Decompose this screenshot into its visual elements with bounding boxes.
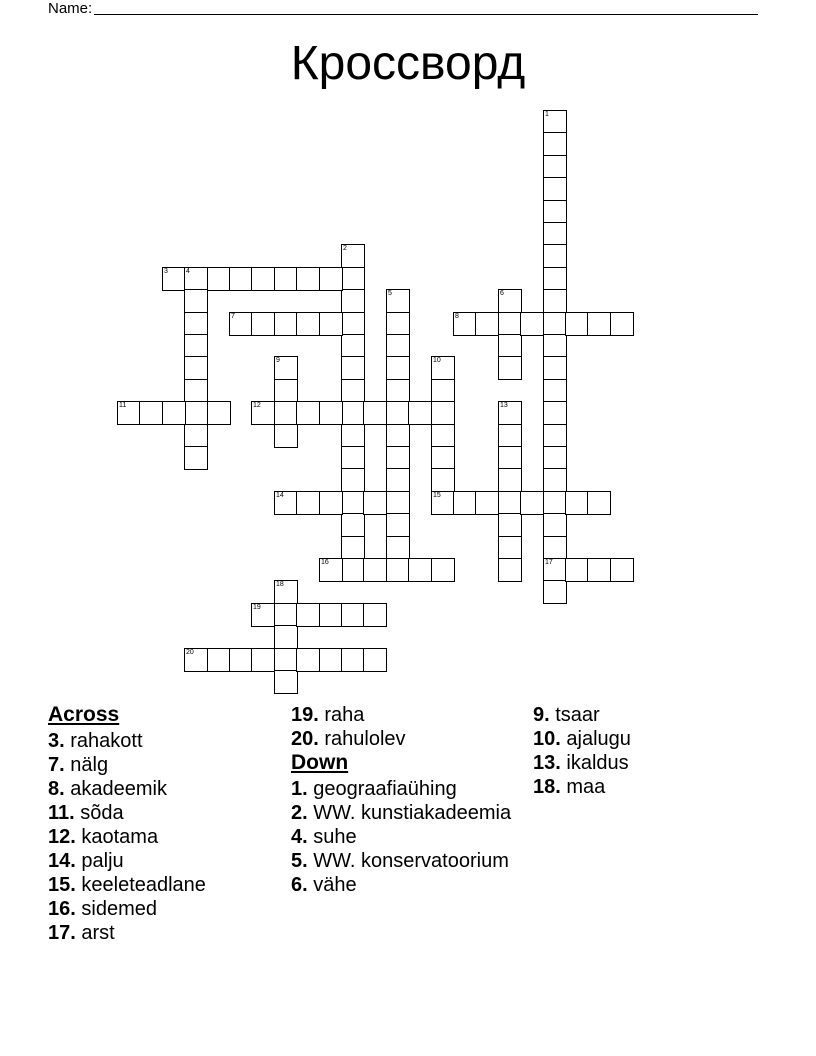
clue-number: 1 (545, 111, 549, 118)
grid-cell[interactable] (498, 468, 522, 492)
grid-cell[interactable] (274, 580, 298, 604)
clue-item-text: arst (81, 922, 115, 944)
grid-cell[interactable] (543, 491, 567, 515)
grid-cell[interactable] (498, 491, 522, 515)
grid-cell[interactable] (184, 401, 208, 425)
clue-item-text: rahakott (70, 730, 143, 752)
grid-cell[interactable] (341, 244, 365, 268)
grid-cell[interactable] (498, 334, 522, 358)
clue-item-number: 6. (291, 874, 308, 896)
grid-cell[interactable] (453, 491, 477, 515)
clue-number: 3 (164, 268, 168, 275)
grid-cell[interactable] (184, 267, 208, 291)
grid-cell[interactable] (274, 625, 298, 649)
grid-cell[interactable] (274, 603, 298, 627)
clue-number: 8 (455, 313, 459, 320)
clue-item-number: 15. (48, 874, 76, 896)
clue-item-number: 7. (48, 754, 65, 776)
down-clue-list-continued (533, 703, 773, 799)
grid-cell[interactable] (408, 558, 432, 582)
grid-cell[interactable] (274, 424, 298, 448)
clue-item-text: ajalugu (566, 728, 631, 750)
grid-cell[interactable] (543, 289, 567, 313)
grid-cell[interactable] (386, 446, 410, 470)
grid-cell[interactable] (341, 446, 365, 470)
clue-item (291, 777, 531, 801)
across-clue-list-continued (291, 703, 531, 751)
clue-item-number: 3. (48, 730, 65, 752)
grid-cell[interactable] (543, 132, 567, 156)
grid-cell[interactable] (431, 468, 455, 492)
grid-cell[interactable] (341, 424, 365, 448)
clue-item-text: WW. kunstiakadeemia (313, 802, 512, 824)
down-heading: Down (291, 751, 349, 774)
grid-cell[interactable] (162, 267, 186, 291)
grid-cell[interactable] (520, 491, 544, 515)
clue-item (533, 727, 773, 751)
grid-cell[interactable] (543, 356, 567, 380)
grid-cell[interactable] (543, 244, 567, 268)
clue-number: 2 (343, 245, 347, 252)
clue-item-number: 17. (48, 922, 76, 944)
grid-cell[interactable] (251, 401, 275, 425)
grid-cell[interactable] (543, 312, 567, 336)
grid-cell[interactable] (139, 401, 163, 425)
grid-cell[interactable] (543, 334, 567, 358)
grid-cell[interactable] (543, 580, 567, 604)
grid-cell[interactable] (543, 558, 567, 582)
grid-cell[interactable] (341, 536, 365, 560)
clues-column-2 (291, 703, 531, 897)
grid-cell[interactable] (587, 312, 611, 336)
grid-cell[interactable] (184, 446, 208, 470)
grid-cell[interactable] (386, 491, 410, 515)
grid-cell[interactable] (251, 648, 275, 672)
grid-cell[interactable] (565, 491, 589, 515)
clue-number: 15 (433, 492, 441, 499)
grid-cell[interactable] (184, 424, 208, 448)
grid-cell[interactable] (431, 401, 455, 425)
grid-cell[interactable] (408, 401, 432, 425)
grid-cell[interactable] (341, 379, 365, 403)
grid-cell[interactable] (431, 558, 455, 582)
grid-cell[interactable] (498, 446, 522, 470)
grid-cell[interactable] (274, 670, 298, 694)
grid-cell[interactable] (319, 558, 343, 582)
grid-cell[interactable] (274, 267, 298, 291)
grid-cell[interactable] (587, 558, 611, 582)
grid-cell[interactable] (386, 379, 410, 403)
grid-cell[interactable] (543, 267, 567, 291)
grid-cell[interactable] (386, 536, 410, 560)
grid-cell[interactable] (431, 379, 455, 403)
grid-cell[interactable] (341, 513, 365, 537)
grid-cell[interactable] (274, 356, 298, 380)
clue-item-text: geograafiaühing (313, 778, 457, 800)
grid-cell[interactable] (319, 603, 343, 627)
clue-item-number: 19. (291, 704, 319, 726)
grid-cell[interactable] (498, 401, 522, 425)
grid-cell[interactable] (296, 648, 320, 672)
clue-item-number: 1. (291, 778, 308, 800)
grid-cell[interactable] (341, 267, 365, 291)
across-heading: Across (48, 703, 120, 726)
grid-cell[interactable] (184, 648, 208, 672)
grid-cell[interactable] (498, 312, 522, 336)
clue-item-text: palju (81, 850, 124, 872)
clue-item-number: 12. (48, 826, 76, 848)
grid-cell[interactable] (296, 603, 320, 627)
clue-item (48, 753, 288, 777)
clue-item-text: akadeemik (70, 778, 167, 800)
clue-item-text: raha (324, 704, 365, 726)
clue-item (48, 801, 288, 825)
clue-number: 13 (500, 402, 508, 409)
grid-cell[interactable] (498, 513, 522, 537)
grid-cell[interactable] (341, 491, 365, 515)
grid-cell[interactable] (274, 379, 298, 403)
clue-item (291, 727, 531, 751)
clue-item (291, 825, 531, 849)
clue-item-number: 2. (291, 802, 308, 824)
clue-item-number: 10. (533, 728, 561, 750)
clue-number: 7 (231, 313, 235, 320)
grid-cell[interactable] (184, 356, 208, 380)
clue-item-text: vähe (313, 874, 357, 896)
grid-cell[interactable] (251, 312, 275, 336)
grid-cell[interactable] (610, 558, 634, 582)
grid-cell[interactable] (341, 289, 365, 313)
grid-cell[interactable] (207, 648, 231, 672)
grid-cell[interactable] (363, 648, 387, 672)
clue-item (48, 921, 288, 945)
clue-item-text: maa (566, 776, 606, 798)
grid-cell[interactable] (498, 424, 522, 448)
clue-item (48, 849, 288, 873)
clue-number: 16 (321, 559, 329, 566)
grid-cell[interactable] (431, 424, 455, 448)
grid-cell[interactable] (341, 648, 365, 672)
clue-number: 11 (119, 402, 127, 409)
grid-cell[interactable] (319, 401, 343, 425)
grid-cell[interactable] (543, 110, 567, 134)
grid-cell[interactable] (543, 468, 567, 492)
grid-cell[interactable] (431, 491, 455, 515)
grid-cell[interactable] (363, 401, 387, 425)
grid-cell[interactable] (274, 312, 298, 336)
grid-cell[interactable] (296, 267, 320, 291)
grid-cell[interactable] (543, 446, 567, 470)
clue-item (48, 897, 288, 921)
grid-cell[interactable] (341, 312, 365, 336)
clue-number: 14 (276, 492, 284, 499)
clue-item-text: suhe (313, 826, 357, 848)
clues-column-1 (48, 703, 288, 945)
page-title: Кроссворд (290, 37, 526, 90)
grid-cell[interactable] (341, 401, 365, 425)
clue-item-number: 18. (533, 776, 561, 798)
grid-cell[interactable] (498, 289, 522, 313)
grid-cell[interactable] (363, 603, 387, 627)
grid-cell[interactable] (386, 513, 410, 537)
clue-number: 4 (186, 268, 190, 275)
grid-cell[interactable] (296, 312, 320, 336)
clue-item-number: 11. (48, 802, 75, 824)
clue-item-text: tsaar (555, 704, 600, 726)
grid-cell[interactable] (543, 424, 567, 448)
clue-item-text: ikaldus (566, 752, 629, 774)
grid-cell[interactable] (274, 491, 298, 515)
clue-item (291, 873, 531, 897)
grid-cell[interactable] (475, 312, 499, 336)
grid-cell[interactable] (207, 401, 231, 425)
grid-cell[interactable] (363, 491, 387, 515)
grid-cell[interactable] (162, 401, 186, 425)
grid-cell[interactable] (229, 267, 253, 291)
grid-cell[interactable] (341, 468, 365, 492)
clue-number: 9 (276, 357, 280, 364)
grid-cell[interactable] (498, 558, 522, 582)
clue-item (533, 751, 773, 775)
clue-item (48, 777, 288, 801)
clues-column-3 (533, 703, 773, 799)
clue-item (291, 849, 531, 873)
grid-cell[interactable] (543, 200, 567, 224)
clue-number: 6 (500, 290, 504, 297)
grid-cell[interactable] (341, 334, 365, 358)
grid-cell[interactable] (543, 222, 567, 246)
grid-cell[interactable] (184, 379, 208, 403)
clue-item-text: kaotama (81, 826, 159, 848)
grid-cell[interactable] (229, 648, 253, 672)
grid-cell[interactable] (319, 312, 343, 336)
grid-cell[interactable] (431, 446, 455, 470)
grid-cell[interactable] (543, 155, 567, 179)
grid-cell[interactable] (386, 356, 410, 380)
grid-cell[interactable] (251, 603, 275, 627)
clue-number: 20 (186, 649, 194, 656)
grid-cell[interactable] (319, 491, 343, 515)
grid-cell[interactable] (565, 558, 589, 582)
clue-item (48, 825, 288, 849)
clue-item-number: 8. (48, 778, 65, 800)
clue-number: 5 (388, 290, 392, 297)
grid-cell[interactable] (229, 312, 253, 336)
grid-cell[interactable] (543, 401, 567, 425)
grid-cell[interactable] (274, 648, 298, 672)
grid-cell[interactable] (386, 289, 410, 313)
grid-cell[interactable] (341, 603, 365, 627)
clue-item-number: 14. (48, 850, 76, 872)
grid-cell[interactable] (386, 558, 410, 582)
clue-item-number: 5. (291, 850, 308, 872)
grid-cell[interactable] (386, 401, 410, 425)
grid-cell[interactable] (565, 312, 589, 336)
clue-number: 12 (253, 402, 261, 409)
grid-cell[interactable] (587, 491, 611, 515)
clue-number: 10 (433, 357, 441, 364)
clue-item-text: nälg (70, 754, 109, 776)
grid-cell[interactable] (386, 334, 410, 358)
clue-item-text: WW. konservatoorium (313, 850, 509, 872)
clue-item-text: keeleteadlane (81, 874, 206, 896)
clue-item-number: 9. (533, 704, 550, 726)
grid-cell[interactable] (251, 267, 275, 291)
grid-cell[interactable] (207, 267, 231, 291)
clue-item (533, 703, 773, 727)
grid-cell[interactable] (543, 379, 567, 403)
grid-cell[interactable] (341, 356, 365, 380)
clue-item-text: rahulolev (324, 728, 406, 750)
grid-cell[interactable] (386, 312, 410, 336)
clue-item-number: 13. (533, 752, 561, 774)
clue-item (291, 801, 531, 825)
down-clue-list (291, 777, 531, 897)
grid-cell[interactable] (296, 491, 320, 515)
grid-cell[interactable] (498, 536, 522, 560)
grid-cell[interactable] (184, 334, 208, 358)
grid-cell[interactable] (610, 312, 634, 336)
clue-item (48, 873, 288, 897)
grid-cell[interactable] (319, 267, 343, 291)
clue-item (533, 775, 773, 799)
grid-cell[interactable] (319, 648, 343, 672)
grid-cell[interactable] (543, 177, 567, 201)
clue-number: 19 (253, 604, 261, 611)
clue-item-number: 20. (291, 728, 319, 750)
clue-item-text: sidemed (81, 898, 157, 920)
grid-cell[interactable] (296, 401, 320, 425)
clue-item-number: 16. (48, 898, 76, 920)
clue-number: 18 (276, 581, 284, 588)
across-clue-list (48, 729, 288, 945)
grid-cell[interactable] (184, 312, 208, 336)
grid-cell[interactable] (386, 468, 410, 492)
grid-cell[interactable] (431, 356, 455, 380)
clue-item (48, 729, 288, 753)
grid-cell[interactable] (386, 424, 410, 448)
grid-cell[interactable] (475, 491, 499, 515)
name-label: Name: (48, 0, 93, 17)
grid-cell[interactable] (184, 289, 208, 313)
grid-cell[interactable] (117, 401, 141, 425)
grid-cell[interactable] (363, 558, 387, 582)
clue-item-number: 4. (291, 826, 308, 848)
grid-cell[interactable] (341, 558, 365, 582)
grid-cell[interactable] (543, 513, 567, 537)
clue-number: 17 (545, 559, 553, 566)
grid-cell[interactable] (453, 312, 477, 336)
grid-cell[interactable] (543, 536, 567, 560)
grid-cell[interactable] (520, 312, 544, 336)
clue-item-text: sõda (80, 802, 124, 824)
grid-cell[interactable] (274, 401, 298, 425)
grid-cell[interactable] (498, 356, 522, 380)
clue-item (291, 703, 531, 727)
